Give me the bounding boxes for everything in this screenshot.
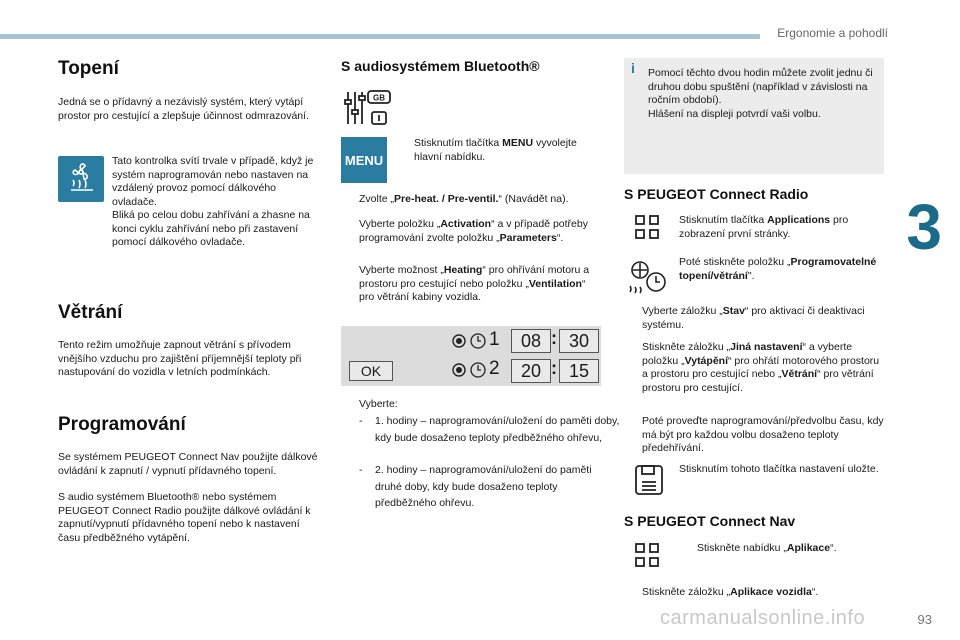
programovani-title: Programování	[58, 414, 186, 435]
topeni-intro: Jedná se o přídavný a nezávislý systém, který vytápí prostor pro cestující a zlepšuje účinnost odmrazování.	[58, 96, 309, 122]
page-number: 93	[917, 612, 932, 627]
info-text: Pomocí těchto dvou hodin můžete zvolit jednu či druhou dobu spuštění (například v závislosti na ročním období). Hlášení na displeji potvrdí vaši volbu.	[648, 67, 873, 120]
radio-selected-icon	[451, 362, 467, 378]
save-icon	[632, 462, 666, 498]
bullet-menu: Stisknutím tlačítka MENU vyvolejte hlavní nabídku.	[396, 137, 596, 164]
bullet-heating: Vyberte možnost „Heating“ pro ohřívání motoru a prostoru pro cestující nebo položku „Ventilation“ pro větrání kabiny vozidla.	[359, 264, 590, 303]
radio-selected-icon	[451, 333, 467, 349]
radio-step-1: Stisknutím tlačítka Applications pro zobrazení první stránky.	[679, 214, 849, 240]
timer-1-minutes: 30	[559, 329, 599, 353]
chapter-number: 3	[906, 191, 942, 263]
vetrani-text: Tento režim umožňuje zapnout větrání s přívodem vnějšího vzduchu pro zajištění příjemnější teploty při nastupování do vozidla v letních podmínkách.	[58, 339, 302, 378]
bullet-select: Vyberte:	[359, 398, 398, 410]
clock-icon	[469, 361, 487, 379]
ok-button: OK	[349, 361, 393, 381]
timer-2-minutes: 15	[559, 359, 599, 383]
programovani-text-1: Se systémem PEUGEOT Connect Nav použijte dálkové ovládání k zapnutí / vypnutí přídavného topení.	[58, 451, 318, 477]
bullet-program-time: Poté proveďte naprogramování/předvolbu času, kdy má být pro každou volbu dosaženo teploty předehřívání.	[642, 415, 884, 454]
bullet-mark	[396, 137, 408, 164]
radio-title: S PEUGEOT Connect Radio	[624, 186, 809, 202]
programmable-heating-icon	[624, 256, 670, 296]
heater-fan-icon	[58, 156, 104, 202]
bullet-aplikace-vozidla: Stiskněte záložku „Aplikace vozidla“.	[642, 586, 819, 598]
bullet-activation: Vyberte položku „Activation“ a v případě potřeby programování zvolte položku „Parameters“.	[359, 218, 588, 244]
menu-button-icon: MENU	[341, 137, 387, 183]
timer-1-index: 1	[489, 329, 500, 350]
watermark: carmanualsonline.info	[660, 607, 866, 629]
info-icon: i	[631, 60, 635, 76]
applications-grid-icon	[634, 214, 660, 240]
sub-item-1: - 1. hodiny – naprogramování/uložení do paměti doby, kdy bude dosaženo teploty předběžného ohřevu,	[359, 415, 620, 444]
timer-1-separator: :	[551, 328, 557, 348]
topeni-title: Topení	[58, 58, 119, 79]
vetrani-title: Větrání	[58, 302, 123, 323]
bullet-aplikace: Stiskněte nabídku „Aplikace“.	[697, 542, 837, 554]
chapter-title: Ergonomie a pohodlí	[777, 26, 888, 40]
sub-item-2: - 2. hodiny – naprogramování/uložení do paměti druhé doby, kdy bude dosaženo teploty předběžného ohřevu.	[359, 464, 592, 509]
bullet-stav: Vyberte záložku „Stav“ pro aktivaci či deaktivaci systému.	[642, 305, 865, 331]
applications-grid-icon	[634, 542, 660, 568]
radio-step-2: Poté stiskněte položku „Programovatelné topení/větrání".	[679, 256, 877, 282]
timer-2-hours: 20	[511, 359, 551, 383]
gb-label: GB	[373, 93, 385, 103]
nav-title: S PEUGEOT Connect Nav	[624, 513, 796, 529]
timer-2-separator: :	[551, 358, 557, 378]
clock-icon	[469, 332, 487, 350]
radio-save-text: Stisknutím tohoto tlačítka nastavení uložte.	[679, 463, 879, 475]
bluetooth-title: S audiosystémem Bluetooth®	[341, 58, 540, 74]
timer-2-index: 2	[489, 358, 500, 379]
bullet-jina-nastaveni: Stiskněte záložku „Jiná nastavení“ a vyberte položku „Vytápění“ pro ohřátí motorového prostoru a prostoru pro cestující nebo „Větrání“ pro větrání prostoru pro cestující.	[642, 341, 880, 394]
timer-display	[341, 326, 601, 386]
programovani-text-2: S audio systémem Bluetooth® nebo systémem PEUGEOT Connect Radio použijte dálkové ovládání k zapnutí/vypnutí přídavného topení nebo k nastavení času předběžného vytápění.	[58, 491, 311, 544]
language-settings-icon	[344, 88, 394, 128]
bullet-preheat: Zvolte „Pre-heat. / Pre-ventil.“ (Navádět na).	[359, 193, 569, 205]
header-rule	[0, 34, 760, 39]
topeni-icon-text: Tato kontrolka svítí trvale v případě, když je systém naprogramován nebo nastaven na vzdálený provoz pomocí dálkového ovladače. Bliká po celou dobu zahřívání a zhasne na konci cyklu zahřívání nebo při zastavení pomocí dálkového ovladače.	[112, 155, 314, 248]
timer-1-hours: 08	[511, 329, 551, 353]
